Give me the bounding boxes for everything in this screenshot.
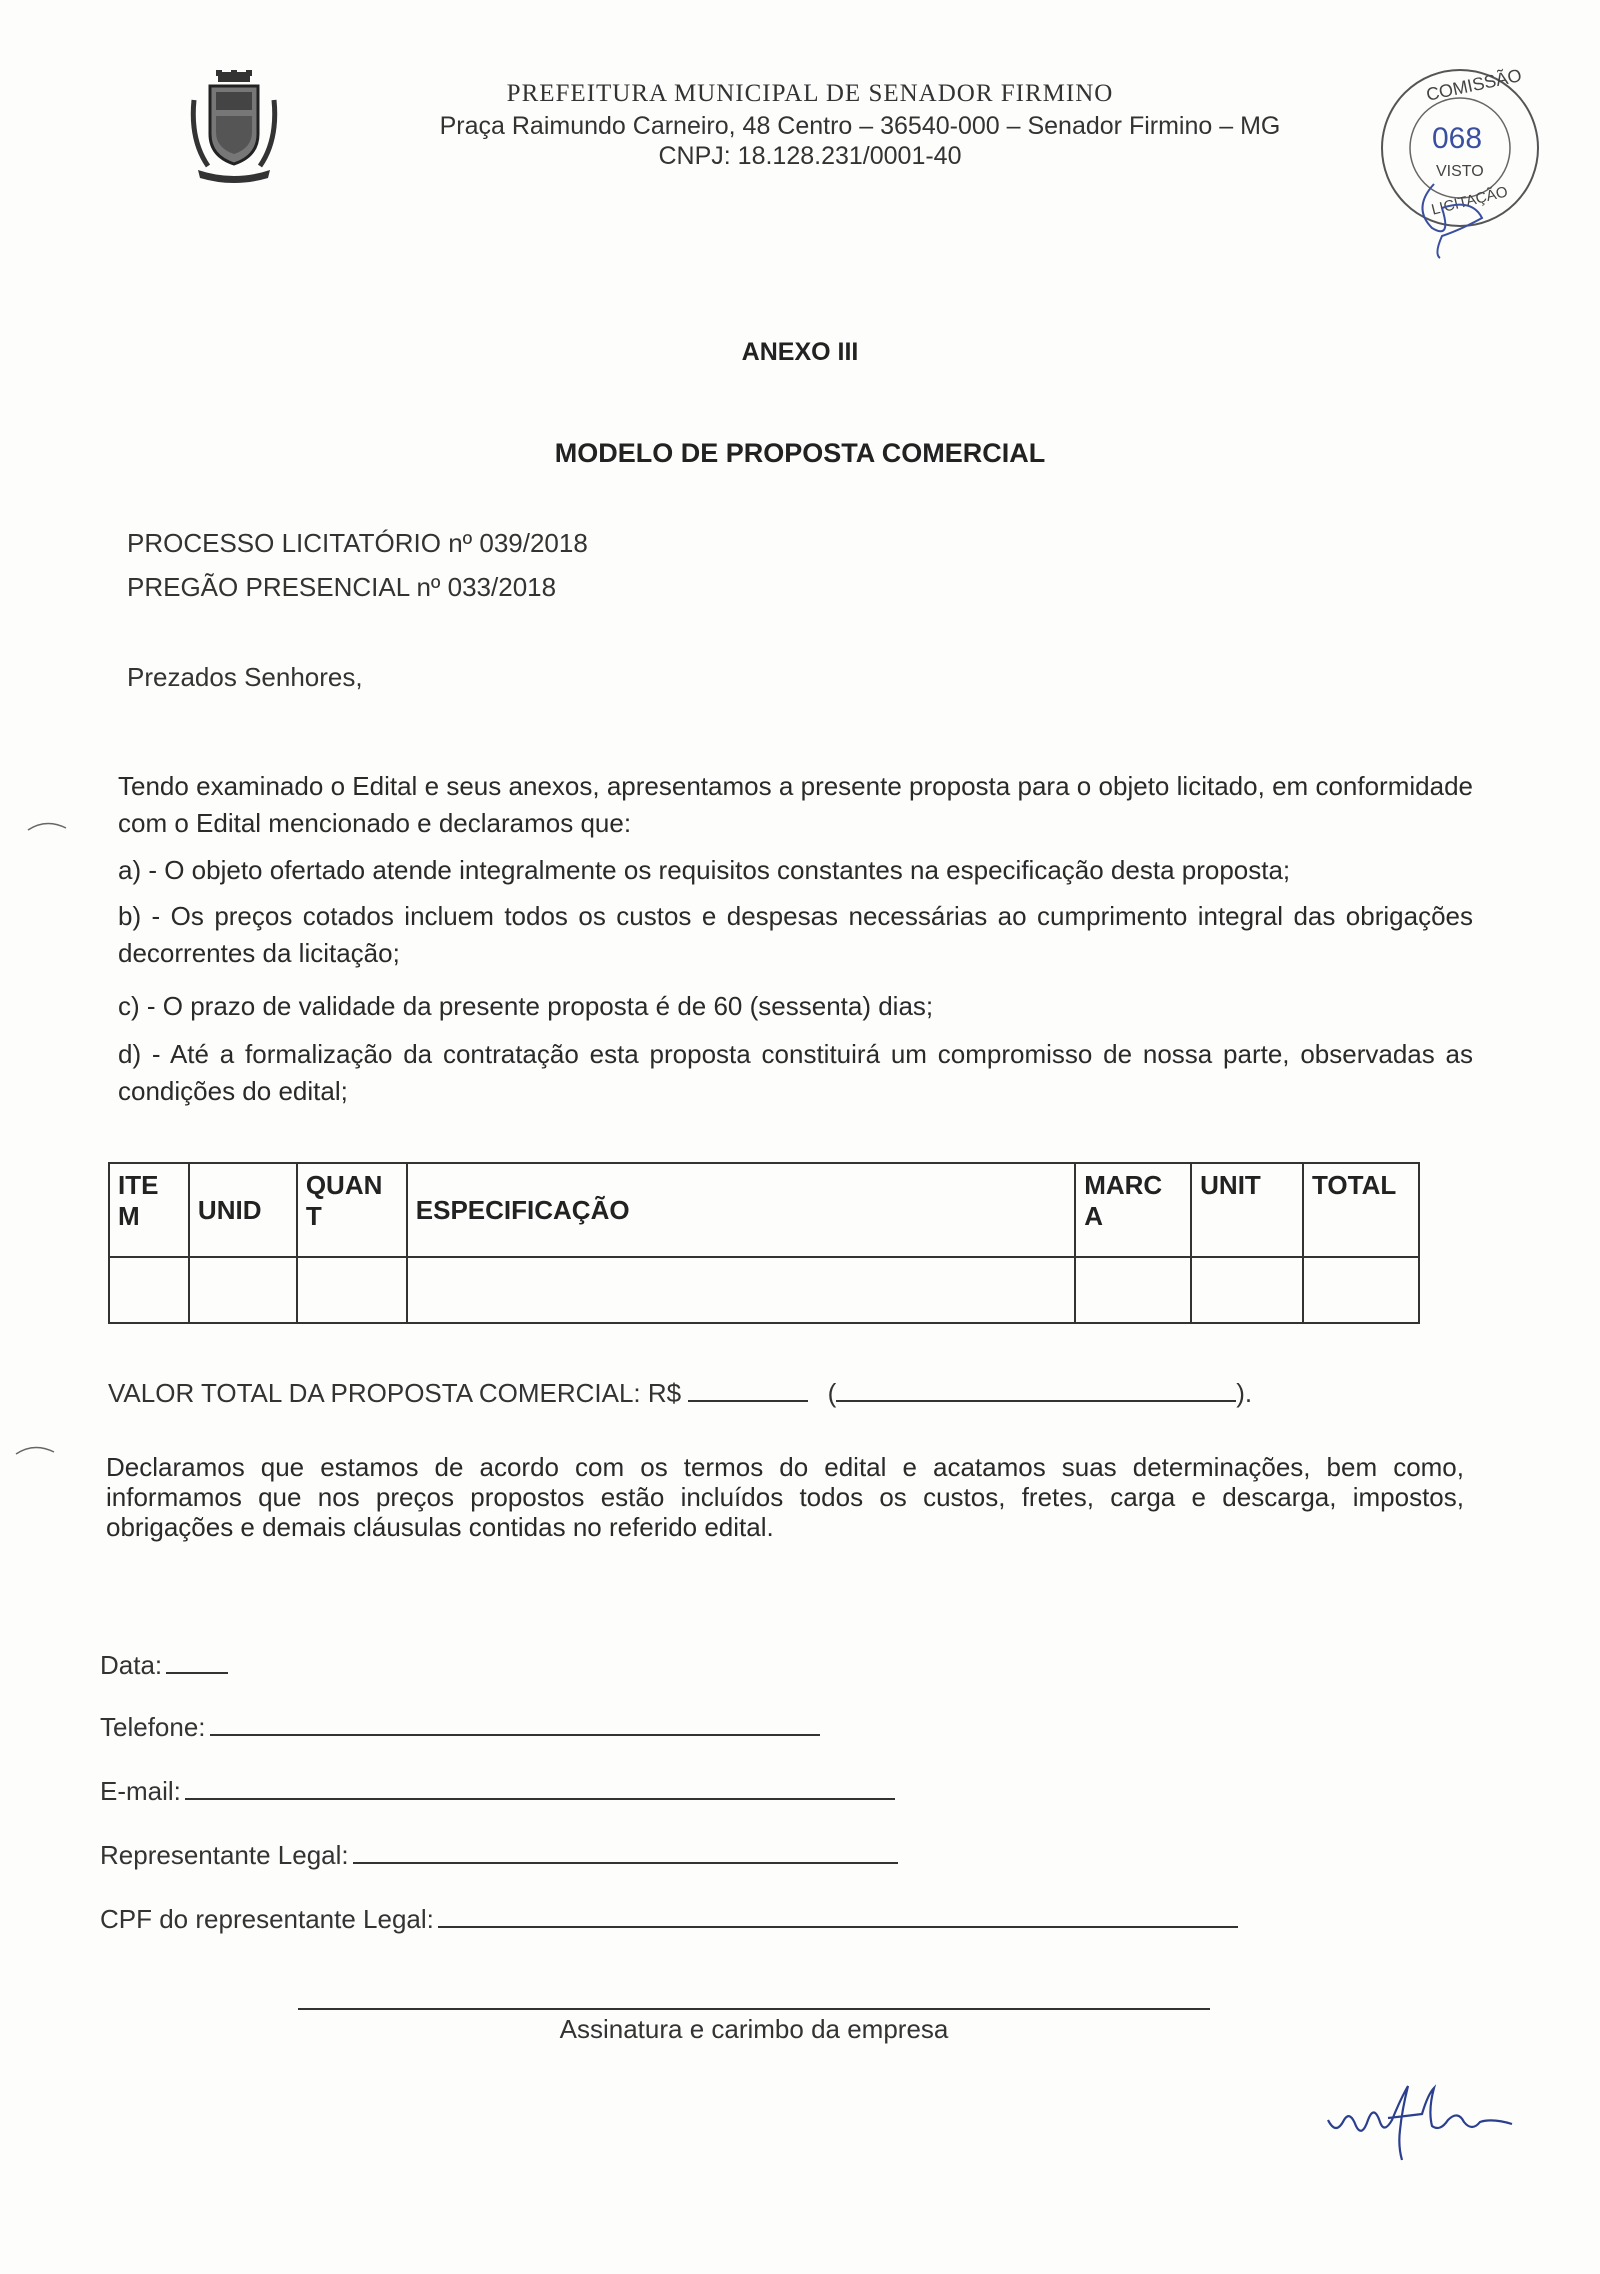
representative-blank[interactable] (353, 1840, 898, 1864)
annex-heading: ANEXO III (741, 338, 859, 366)
date-blank[interactable] (166, 1650, 228, 1674)
declaration-paragraph: Declaramos que estamos de acordo com os termos do edital e acatamos suas determinações, bem como, informamos que nos preços propostos estão incluídos todos os custos, fretes, carga e descarga, impostos, obrigações e demais cláusulas contidas no referido edital. (106, 1452, 1464, 1542)
margin-mark (26, 818, 68, 832)
date-field (100, 1650, 228, 1681)
email-field (100, 1776, 895, 1807)
phone-label: Telefone: (100, 1712, 206, 1742)
phone-field (100, 1712, 820, 1743)
col-header-item: ITE M (109, 1163, 189, 1257)
table-row (109, 1257, 1419, 1323)
cpf-field (100, 1904, 1238, 1935)
cpf-blank[interactable] (438, 1904, 1238, 1928)
cpf-label: CPF do representante Legal: (100, 1904, 434, 1934)
intro-paragraph: Tendo examinado o Edital e seus anexos, apresentamos a presente proposta para o objeto licitado, em conformidade com o Edital mencionado e declaramos que: (118, 771, 1473, 838)
signature-label: Assinatura e carimbo da empresa (559, 2014, 949, 2044)
handwritten-rubric (1322, 2080, 1522, 2170)
municipal-coat-of-arms-icon (188, 70, 280, 185)
cell-item[interactable] (109, 1257, 189, 1323)
greeting: Prezados Senhores, (127, 662, 363, 692)
col-header-quant: QUAN T (297, 1163, 407, 1257)
proposal-table (108, 1162, 1420, 1324)
document-title: MODELO DE PROPOSTA COMERCIAL (554, 438, 1046, 468)
total-value-label: VALOR TOTAL DA PROPOSTA COMERCIAL: R$ (108, 1378, 682, 1408)
col-header-unid: UNID (189, 1163, 297, 1257)
col-header-spec: ESPECIFICAÇÃO (407, 1163, 1075, 1257)
phone-blank[interactable] (210, 1712, 820, 1736)
stamp-middle-text: VISTO (1436, 163, 1484, 180)
cell-marca[interactable] (1075, 1257, 1191, 1323)
municipality-address: Praça Raimundo Carneiro, 48 Centro – 36540-000 – Senador Firmino – MG (439, 112, 1281, 140)
table-header-row (109, 1163, 1419, 1257)
email-label: E-mail: (100, 1776, 181, 1806)
commission-stamp (1372, 58, 1552, 268)
total-value-line (108, 1378, 1252, 1409)
cell-unid[interactable] (189, 1257, 297, 1323)
total-open-paren: ( (827, 1378, 837, 1408)
margin-mark (14, 1442, 56, 1456)
total-words-blank[interactable] (836, 1378, 1236, 1402)
total-value-blank[interactable] (688, 1378, 808, 1402)
clause-b: b) - Os preços cotados incluem todos os custos e despesas necessárias ao cumprimento integral das obrigações decorrentes da licitação; (118, 901, 1473, 968)
cell-total[interactable] (1303, 1257, 1419, 1323)
cell-quant[interactable] (297, 1257, 407, 1323)
clause-d: d) - Até a formalização da contratação esta proposta constituirá um compromisso de nossa parte, observadas as condições do edital; (118, 1039, 1473, 1106)
clause-c: c) - O prazo de validade da presente proposta é de 60 (sessenta) dias; (118, 991, 934, 1021)
cell-unit[interactable] (1191, 1257, 1303, 1323)
cell-spec[interactable] (407, 1257, 1075, 1323)
total-close-paren: ). (1236, 1378, 1253, 1408)
clause-a: a) - O objeto ofertado atende integralmente os requisitos constantes na especificação desta proposta; (118, 855, 1291, 885)
col-header-unit: UNIT (1191, 1163, 1303, 1257)
representative-label: Representante Legal: (100, 1840, 349, 1870)
col-header-marca: MARC A (1075, 1163, 1191, 1257)
stamp-top-text: COMISSÃO (1424, 65, 1524, 105)
col-header-total: TOTAL (1303, 1163, 1419, 1257)
representative-field (100, 1840, 898, 1871)
date-label: Data: (100, 1650, 163, 1680)
signature-line[interactable] (298, 2008, 1210, 2010)
stamp-number: 068 (1432, 122, 1483, 155)
process-number: PROCESSO LICITATÓRIO nº 039/2018 (127, 528, 588, 558)
municipality-name: PREFEITURA MUNICIPAL DE SENADOR FIRMINO (506, 80, 1114, 107)
municipality-cnpj: CNPJ: 18.128.231/0001-40 (658, 142, 962, 170)
pregao-number: PREGÃO PRESENCIAL nº 033/2018 (127, 572, 557, 602)
email-blank[interactable] (185, 1776, 895, 1800)
stamp-bottom-text: LICITAÇÃO (1429, 183, 1510, 219)
